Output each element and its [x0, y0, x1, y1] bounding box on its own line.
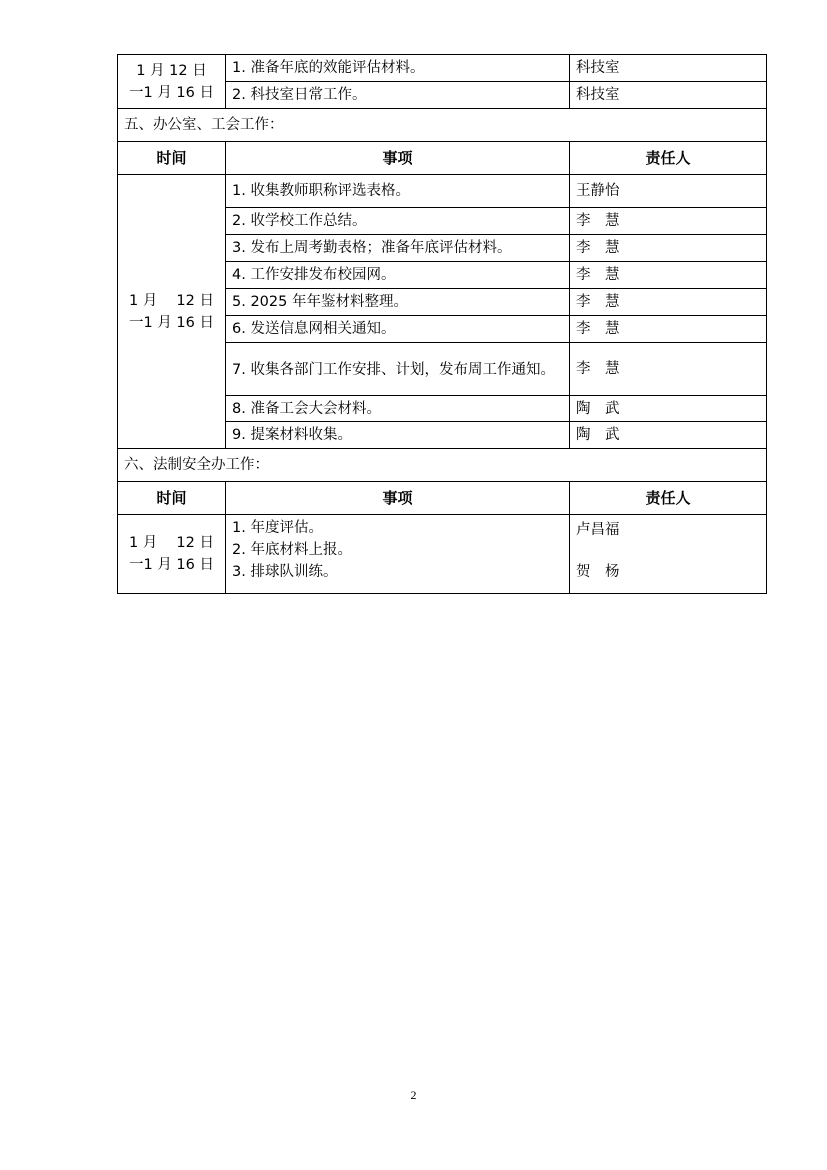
section-title-row	[118, 109, 767, 142]
person-name: 贺 杨	[576, 564, 620, 580]
table-row	[118, 55, 767, 82]
item-cell: 1. 准备年底的效能评估材料。	[226, 55, 570, 82]
list-item: 2. 年底材料上报。	[232, 542, 352, 558]
person-cell: 李 慧	[570, 208, 767, 235]
item-cell: 1. 收集教师职称评选表格。	[226, 175, 570, 208]
person-cell: 陶 武	[570, 422, 767, 449]
person-cell: 李 慧	[570, 316, 767, 343]
header-person: 责任人	[570, 142, 767, 175]
header-person: 责任人	[570, 482, 767, 515]
item-cell: 6. 发送信息网相关通知。	[226, 316, 570, 343]
item-cell: 9. 提案材料收集。	[226, 422, 570, 449]
list-item: 1. 年度评估。	[232, 520, 323, 536]
item-cell: 4. 工作安排发布校园网。	[226, 262, 570, 289]
item-cell: 7. 收集各部门工作安排、计划，发布周工作通知。	[226, 343, 570, 396]
item-cell: 8. 准备工会大会材料。	[226, 396, 570, 422]
header-row	[118, 482, 767, 515]
header-row	[118, 142, 767, 175]
time-cell	[118, 175, 226, 449]
item-list-cell	[226, 515, 570, 594]
time-line-end: 一1 月 16 日	[128, 557, 214, 573]
time-line-start: 1 月 12 日	[128, 535, 214, 551]
item-cell: 2. 科技室日常工作。	[226, 82, 570, 109]
person-cell: 王静怡	[570, 175, 767, 208]
item-cell: 3. 发布上周考勤表格；准备年底评估材料。	[226, 235, 570, 262]
time-line-end: 一1 月 16 日	[128, 314, 214, 331]
time-line-start: 1 月 12 日	[128, 292, 214, 309]
header-item: 事项	[226, 482, 570, 515]
page-number: 2	[410, 1088, 417, 1102]
person-cell: 科技室	[570, 82, 767, 109]
list-item: 3. 排球队训练。	[232, 564, 338, 580]
section-title-row	[118, 449, 767, 482]
time-cell	[118, 55, 226, 109]
person-cell: 陶 武	[570, 396, 767, 422]
time-line-start: 1 月 12 日	[136, 62, 207, 79]
person-cell: 李 慧	[570, 262, 767, 289]
person-name: 卢昌福	[576, 522, 620, 538]
person-cell	[570, 515, 767, 594]
time-cell	[118, 515, 226, 594]
header-item: 事项	[226, 142, 570, 175]
person-cell: 李 慧	[570, 235, 767, 262]
schedule-table	[117, 54, 767, 594]
time-line-end: 一1 月 16 日	[128, 84, 214, 101]
person-cell: 李 慧	[570, 289, 767, 316]
person-cell: 李 慧	[570, 343, 767, 396]
table-row	[118, 175, 767, 208]
header-time: 时间	[118, 142, 226, 175]
table-row	[118, 515, 767, 594]
item-cell: 2. 收学校工作总结。	[226, 208, 570, 235]
item-cell: 5. 2025 年年鉴材料整理。	[226, 289, 570, 316]
section-title-office: 五、办公室、工会工作：	[118, 109, 767, 142]
section-title-legal-safety: 六、法制安全办工作：	[118, 449, 767, 482]
header-time: 时间	[118, 482, 226, 515]
person-cell: 科技室	[570, 55, 767, 82]
